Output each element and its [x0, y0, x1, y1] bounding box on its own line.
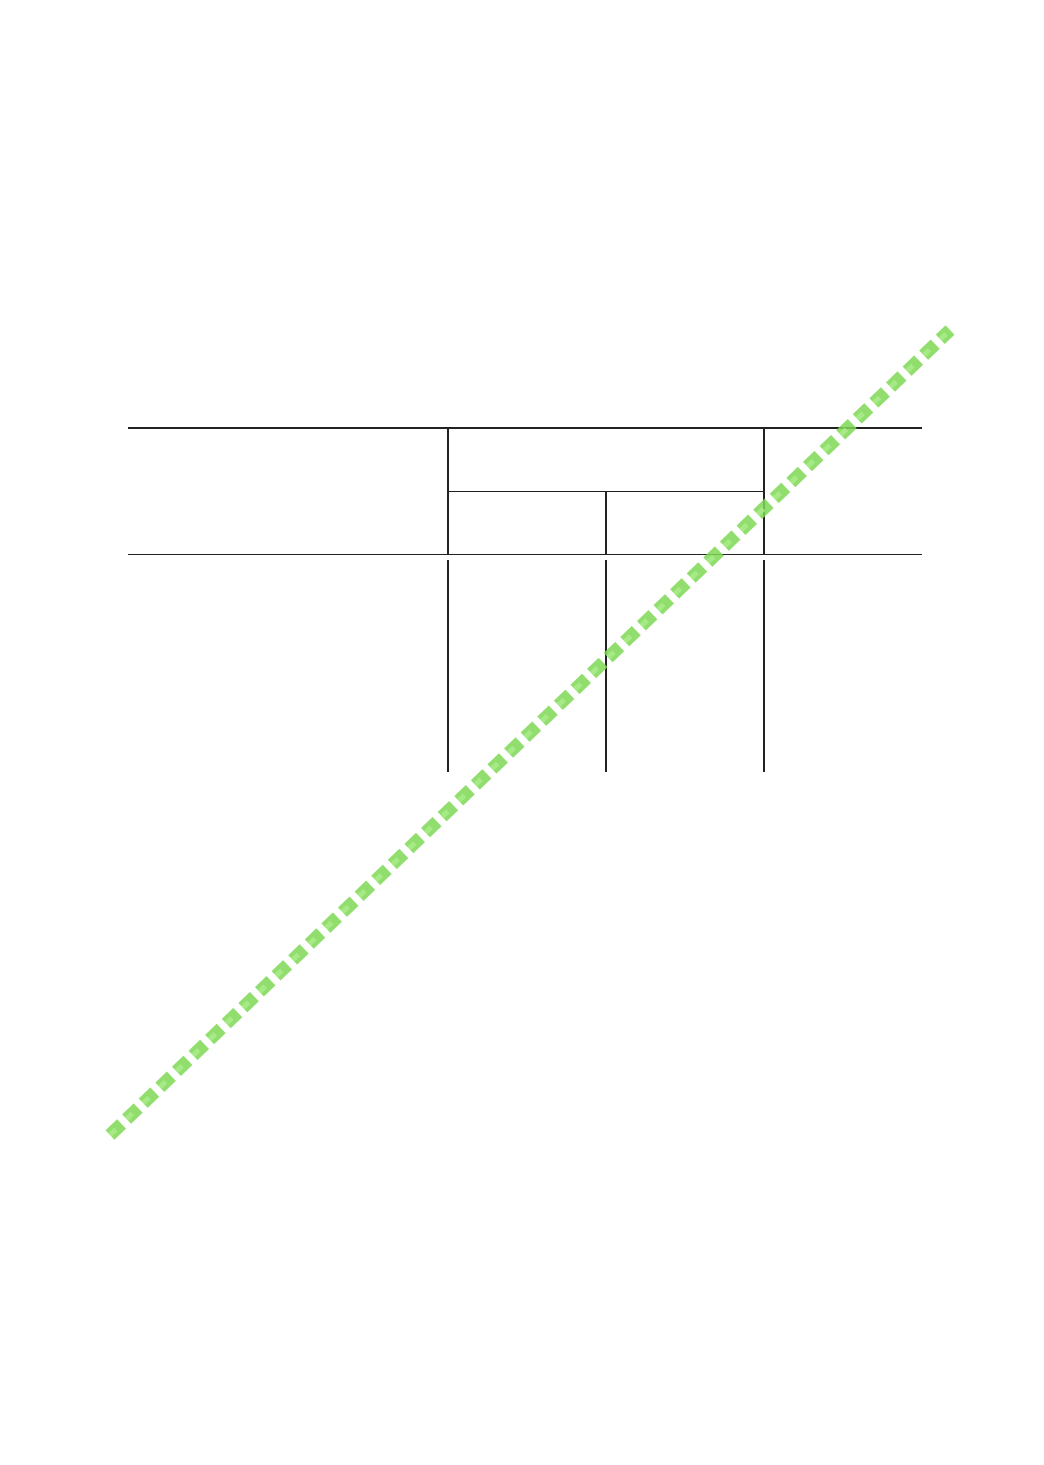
table-header-divider-3	[763, 427, 765, 554]
land-paragraph	[128, 1031, 922, 1058]
table-top-rule	[128, 427, 922, 429]
relations-table	[128, 427, 922, 777]
table-body-divider-3	[763, 560, 765, 772]
table-body-divider-2	[605, 560, 607, 772]
table-header-divider-1	[447, 427, 449, 554]
quote-paragraph	[128, 339, 922, 419]
quote-line-3	[128, 392, 922, 419]
footnote-line	[128, 1031, 922, 1058]
table-body-divider-1	[447, 560, 449, 772]
table-header-divider-2	[605, 491, 607, 554]
table-header-rule	[128, 554, 922, 555]
